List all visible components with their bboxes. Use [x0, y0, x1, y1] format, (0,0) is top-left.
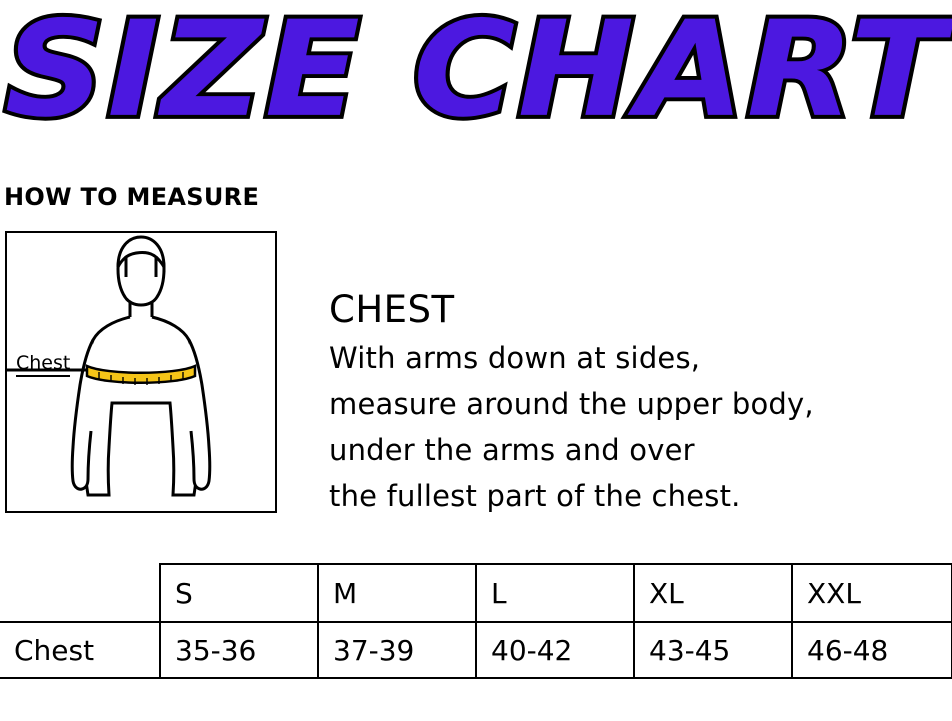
description-line: under the arms and over	[329, 433, 695, 467]
table-corner-cell	[0, 564, 160, 622]
table-cell-chest-m: 37-39	[318, 622, 476, 678]
description-line: the fullest part of the chest.	[329, 479, 741, 513]
table-row-label-chest: Chest	[0, 622, 160, 678]
table-header-size-m: M	[318, 564, 476, 622]
size-table	[0, 563, 952, 679]
table-cell-chest-xxl: 46-48	[792, 622, 952, 678]
chest-measure-label: Chest	[16, 352, 70, 377]
table-header-row	[0, 564, 952, 622]
table-cell-chest-s: 35-36	[160, 622, 318, 678]
description-body	[329, 335, 949, 519]
page-title-banner	[0, 0, 952, 144]
description-line: measure around the upper body,	[329, 387, 814, 421]
table-header-size-xl: XL	[634, 564, 792, 622]
table-header-size-xxl: XXL	[792, 564, 952, 622]
table-header-size-l: L	[476, 564, 634, 622]
description-heading: CHEST	[329, 288, 455, 331]
table-header-size-s: S	[160, 564, 318, 622]
table-cell-chest-l: 40-42	[476, 622, 634, 678]
description-line: With arms down at sides,	[329, 341, 701, 375]
page-title: SIZE CHART	[4, 0, 948, 144]
table-cell-chest-xl: 43-45	[634, 622, 792, 678]
how-to-measure-heading: HOW TO MEASURE	[4, 183, 260, 211]
description-block	[329, 288, 949, 519]
table-row	[0, 622, 952, 678]
